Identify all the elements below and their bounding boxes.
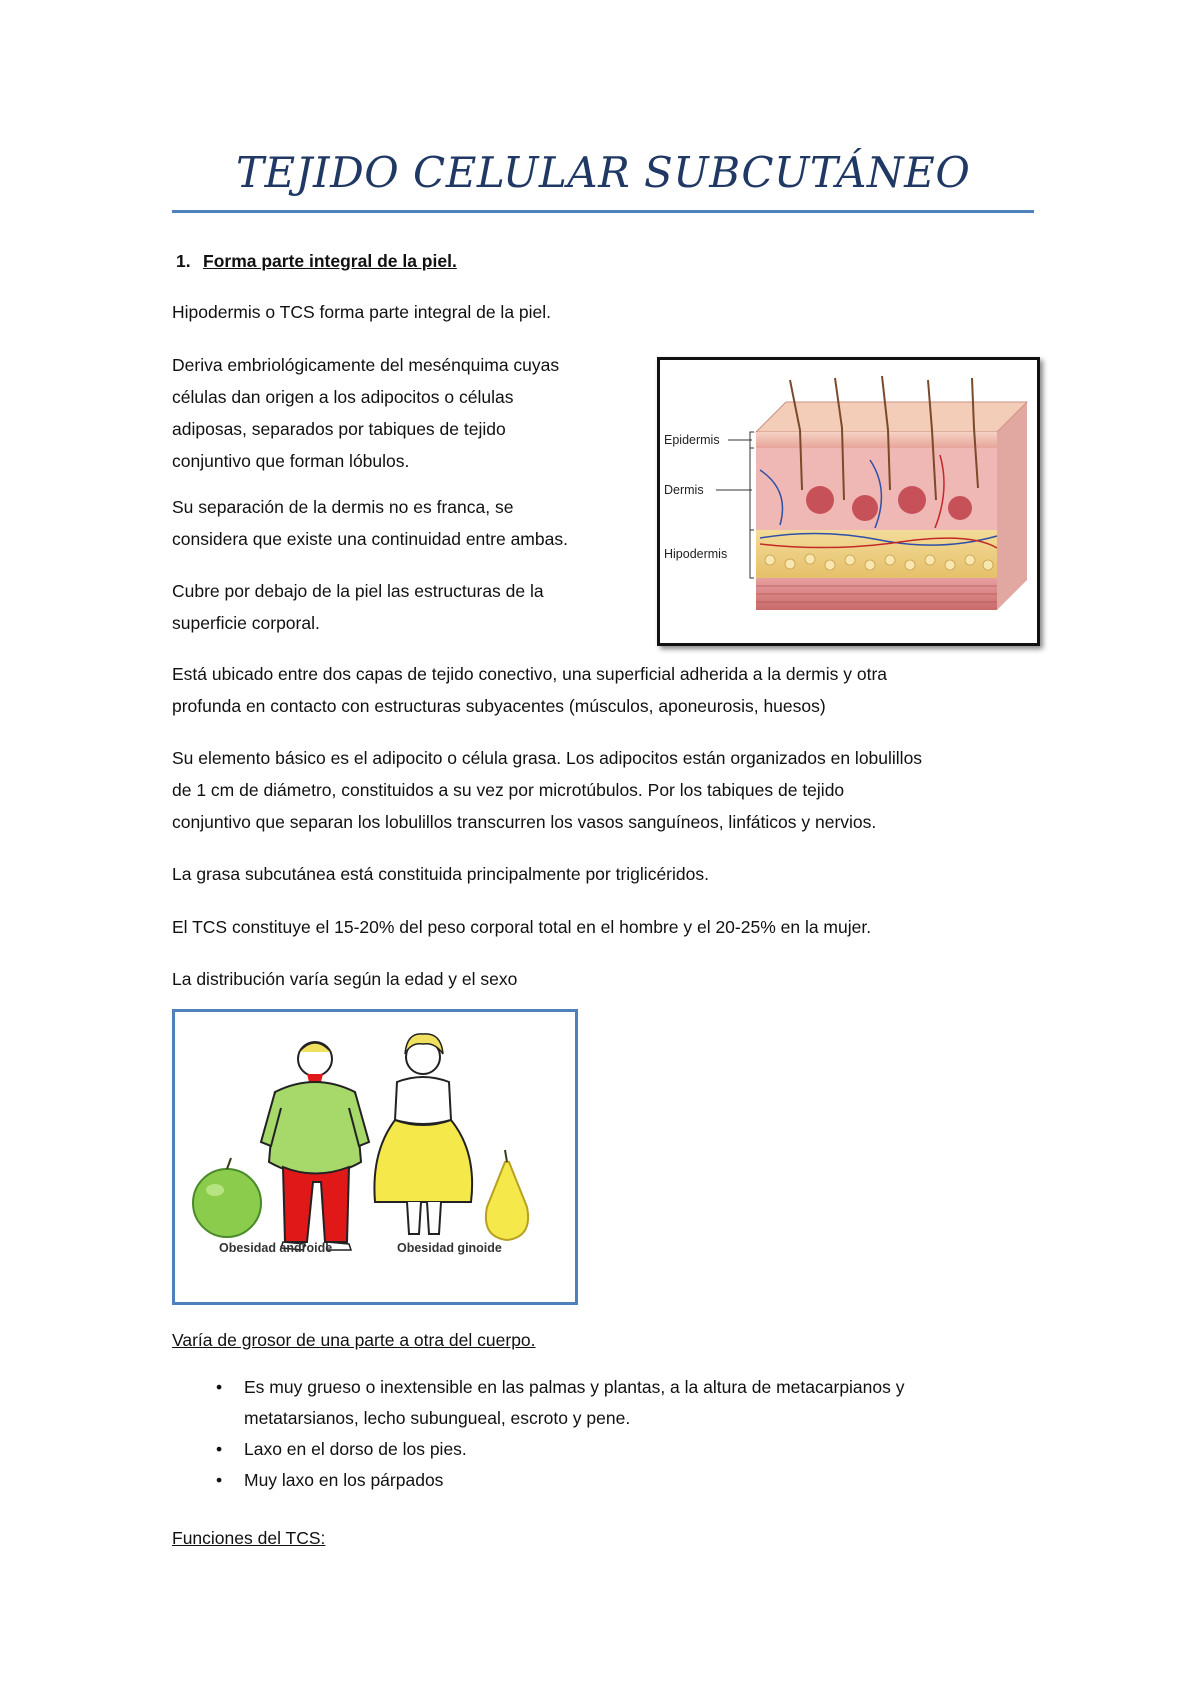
paragraph-line: Cubre por debajo de la piel las estructuras de la (172, 581, 544, 601)
paragraph-line: conjuntivo que forman lóbulos. (172, 451, 410, 471)
thickness-bullet-list (172, 1372, 1052, 1496)
list-item-line: Laxo en el dorso de los pies. (244, 1439, 467, 1459)
paragraph-line: considera que existe una continuidad entre ambas. (172, 529, 568, 549)
paragraph-line: superficie corporal. (172, 613, 320, 633)
paragraph-elemento-basico (172, 742, 922, 838)
paragraph-line: adiposas, separados por tabiques de tejido (172, 419, 506, 439)
paragraph-line: profunda en contacto con estructuras subyacentes (músculos, aponeurosis, huesos) (172, 696, 826, 716)
epidermis-label: Epidermis (664, 433, 720, 447)
paragraph-trigliceridos: La grasa subcutánea está constituida principalmente por triglicéridos. (172, 864, 709, 884)
title-underline-rule (172, 210, 1034, 213)
skin-diagram-illustration (660, 360, 1037, 643)
obesity-illustration (175, 1012, 575, 1302)
pear-icon (486, 1150, 528, 1240)
list-item-line: Es muy grueso o inextensible en las palmas y plantas, a la altura de metacarpianos y (244, 1377, 905, 1397)
hipodermis-label: Hipodermis (664, 547, 728, 561)
paragraph-distribucion: La distribución varía según la edad y el sexo (172, 969, 518, 989)
bullet-icon: • (216, 1439, 223, 1459)
paragraph-line: Su separación de la dermis no es franca, se (172, 497, 514, 517)
paragraph-line: conjuntivo que separan los lobulillos transcurren los vasos sanguíneos, linfáticos y nervios. (172, 812, 877, 832)
bullet-icon: • (216, 1377, 223, 1397)
paragraph-line: Deriva embriológicamente del mesénquima cuyas (172, 355, 560, 375)
section-1-heading (176, 245, 457, 277)
caption-obesidad-ginoide: Obesidad ginoide (397, 1241, 502, 1255)
thickness-heading: Varía de grosor de una parte a otra del cuerpo. (172, 1330, 536, 1350)
paragraph-line: Su elemento básico es el adipocito o célula grasa. Los adipocitos están organizados en lobulillos (172, 748, 923, 768)
list-item-line: Muy laxo en los párpados (244, 1470, 444, 1490)
section-1-number: 1. (176, 251, 191, 271)
paragraph-line: células dan origen a los adipocitos o células (172, 387, 514, 407)
apple-icon (193, 1158, 261, 1237)
skin-layers-figure (657, 357, 1040, 646)
paragraph-separacion (172, 491, 568, 555)
caption-obesidad-androide: Obesidad androide (219, 1241, 333, 1255)
list-item (172, 1372, 1052, 1434)
paragraph-cubre (172, 575, 544, 639)
female-gynoid-figure (374, 1034, 472, 1234)
dermis-label: Dermis (664, 483, 704, 497)
bullet-icon: • (216, 1470, 223, 1490)
functions-heading: Funciones del TCS: (172, 1528, 326, 1548)
page-title: TEJIDO CELULAR SUBCUTÁNEO (236, 148, 971, 197)
obesity-types-figure (172, 1009, 578, 1305)
section-1-heading-text: Forma parte integral de la piel. (203, 251, 457, 271)
paragraph-peso-corporal: El TCS constituye el 15-20% del peso corporal total en el hombre y el 20-25% en la mujer. (172, 917, 872, 937)
list-item-line: metatarsianos, lecho subungueal, escroto y pene. (244, 1408, 631, 1428)
male-android-figure (261, 1042, 369, 1250)
list-item (172, 1465, 1052, 1496)
list-item (172, 1434, 1052, 1465)
paragraph-ubicado (172, 658, 887, 722)
paragraph-hipodermis: Hipodermis o TCS forma parte integral de la piel. (172, 302, 552, 322)
paragraph-line: de 1 cm de diámetro, constituidos a su vez por microtúbulos. Por los tabiques de tejido (172, 780, 845, 800)
paragraph-line: Está ubicado entre dos capas de tejido conectivo, una superficial adherida a la dermis y otra (172, 664, 888, 684)
paragraph-embriologia (172, 349, 559, 477)
